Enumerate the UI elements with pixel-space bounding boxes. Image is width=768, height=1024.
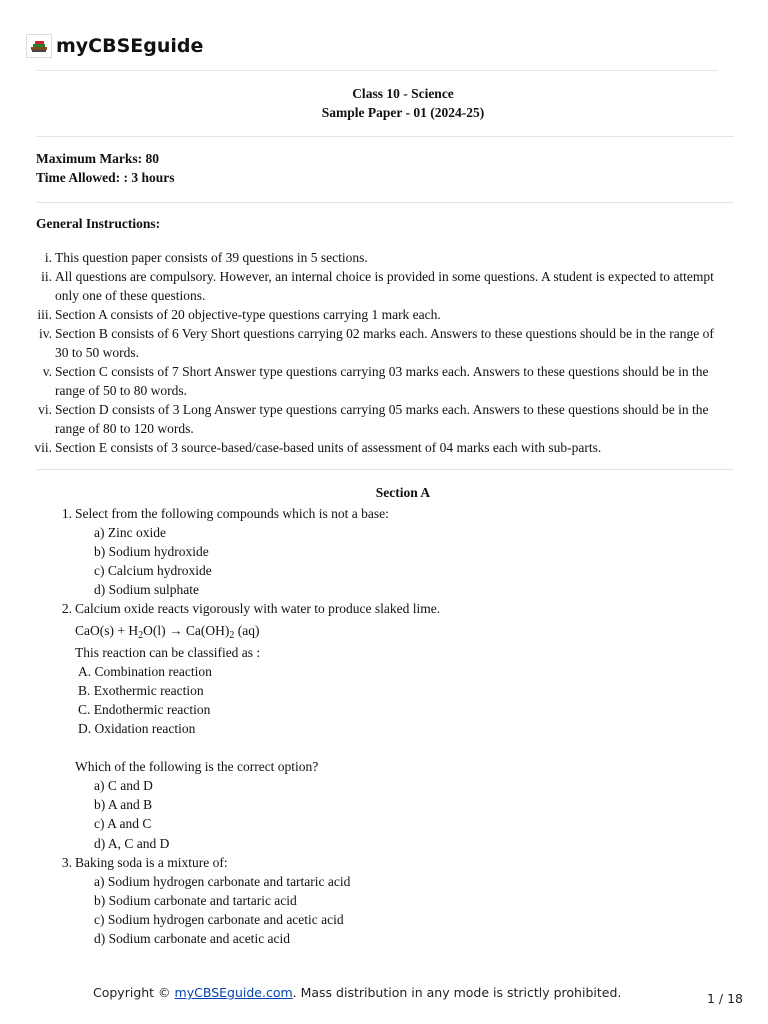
- site-header: [26, 32, 203, 60]
- question-2: 2. Calcium oxide reacts vigorously with water to produce slaked lime.: [61, 601, 441, 617]
- statement: A. Combination reaction: [78, 663, 212, 679]
- chemical-equation: $CaO(s) + H_2O(l) \to Ca(OH)_2$ (aq): [75, 622, 260, 641]
- instructions-heading: General Instructions:: [36, 216, 161, 231]
- statement: D. Oxidation reaction: [78, 721, 196, 737]
- option: c) A and C: [94, 816, 152, 832]
- question-text: This reaction can be classified as :: [75, 644, 261, 660]
- section-a-questions: [0, 504, 730, 948]
- list-item: vi. Section D consists of 3 Long Answer type questions carrying 05 marks each. Answers to these questions should be in the range of 80 to 120 words.: [38, 402, 709, 436]
- brand-name: myCBSEguide: [56, 35, 204, 57]
- list-item: iii. Section A consists of 20 objective-type questions carrying 1 mark each.: [37, 307, 441, 322]
- list-item: ii. All questions are compulsory. However, an internal choice is provided in some questions. A student is expected to attempt only one of these questions.: [41, 269, 714, 303]
- paper-class: Class 10 - Science: [352, 86, 454, 101]
- option: a) Sodium hydrogen carbonate and tartaric acid: [94, 873, 351, 889]
- option: c) Calcium hydroxide: [94, 563, 212, 579]
- option: a) Zinc oxide: [94, 525, 166, 541]
- divider: [36, 202, 734, 203]
- question-prompt: Which of the following is the correct option?: [75, 759, 319, 775]
- paper-title: Sample Paper - 01 (2024-25): [321, 105, 485, 120]
- option: b) Sodium hydroxide: [94, 544, 209, 560]
- option: d) Sodium carbonate and acetic acid: [94, 930, 291, 946]
- footer-link[interactable]: myCBSEguide.com: [174, 985, 293, 1000]
- question-3: 3. Baking soda is a mixture of:: [61, 854, 228, 870]
- logo-icon: [26, 34, 52, 58]
- max-marks: Maximum Marks: 80: [36, 151, 159, 166]
- option: b) Sodium carbonate and tartaric acid: [94, 892, 297, 908]
- list-item: vii. Section E consists of 3 source-based/case-based units of assessment of 04 marks each with sub-parts.: [34, 440, 602, 455]
- option: d) A, C and D: [94, 835, 170, 851]
- footer-copyright: Copyright © myCBSEguide.com. Mass distribution in any mode is strictly prohibited.: [93, 985, 622, 1000]
- instructions-list: [0, 248, 730, 457]
- list-item: v. Section C consists of 7 Short Answer type questions carrying 03 marks each. Answers to these questions should be in the range of 50 to 80 words.: [42, 364, 709, 398]
- option: c) Sodium hydrogen carbonate and acetic acid: [94, 911, 344, 927]
- list-item: iv. Section B consists of 6 Very Short questions carrying 02 marks each. Answers to these questions should be in the range of 30 to 50 words.: [39, 326, 714, 360]
- statement: B. Exothermic reaction: [78, 682, 204, 698]
- statement: C. Endothermic reaction: [78, 701, 211, 717]
- header-divider: [36, 70, 718, 71]
- question-1: 1. Select from the following compounds which is not a base:: [61, 506, 389, 521]
- time-allowed: Time Allowed: : 3 hours: [36, 170, 175, 185]
- divider: [36, 469, 734, 470]
- section-heading: Section A: [375, 485, 431, 500]
- option: b) A and B: [94, 797, 153, 813]
- divider: [36, 136, 734, 137]
- page-number: 1 / 18: [706, 991, 743, 1006]
- list-item: i. This question paper consists of 39 questions in 5 sections.: [44, 250, 368, 265]
- option: d) Sodium sulphate: [94, 582, 199, 598]
- option: a) C and D: [94, 778, 153, 794]
